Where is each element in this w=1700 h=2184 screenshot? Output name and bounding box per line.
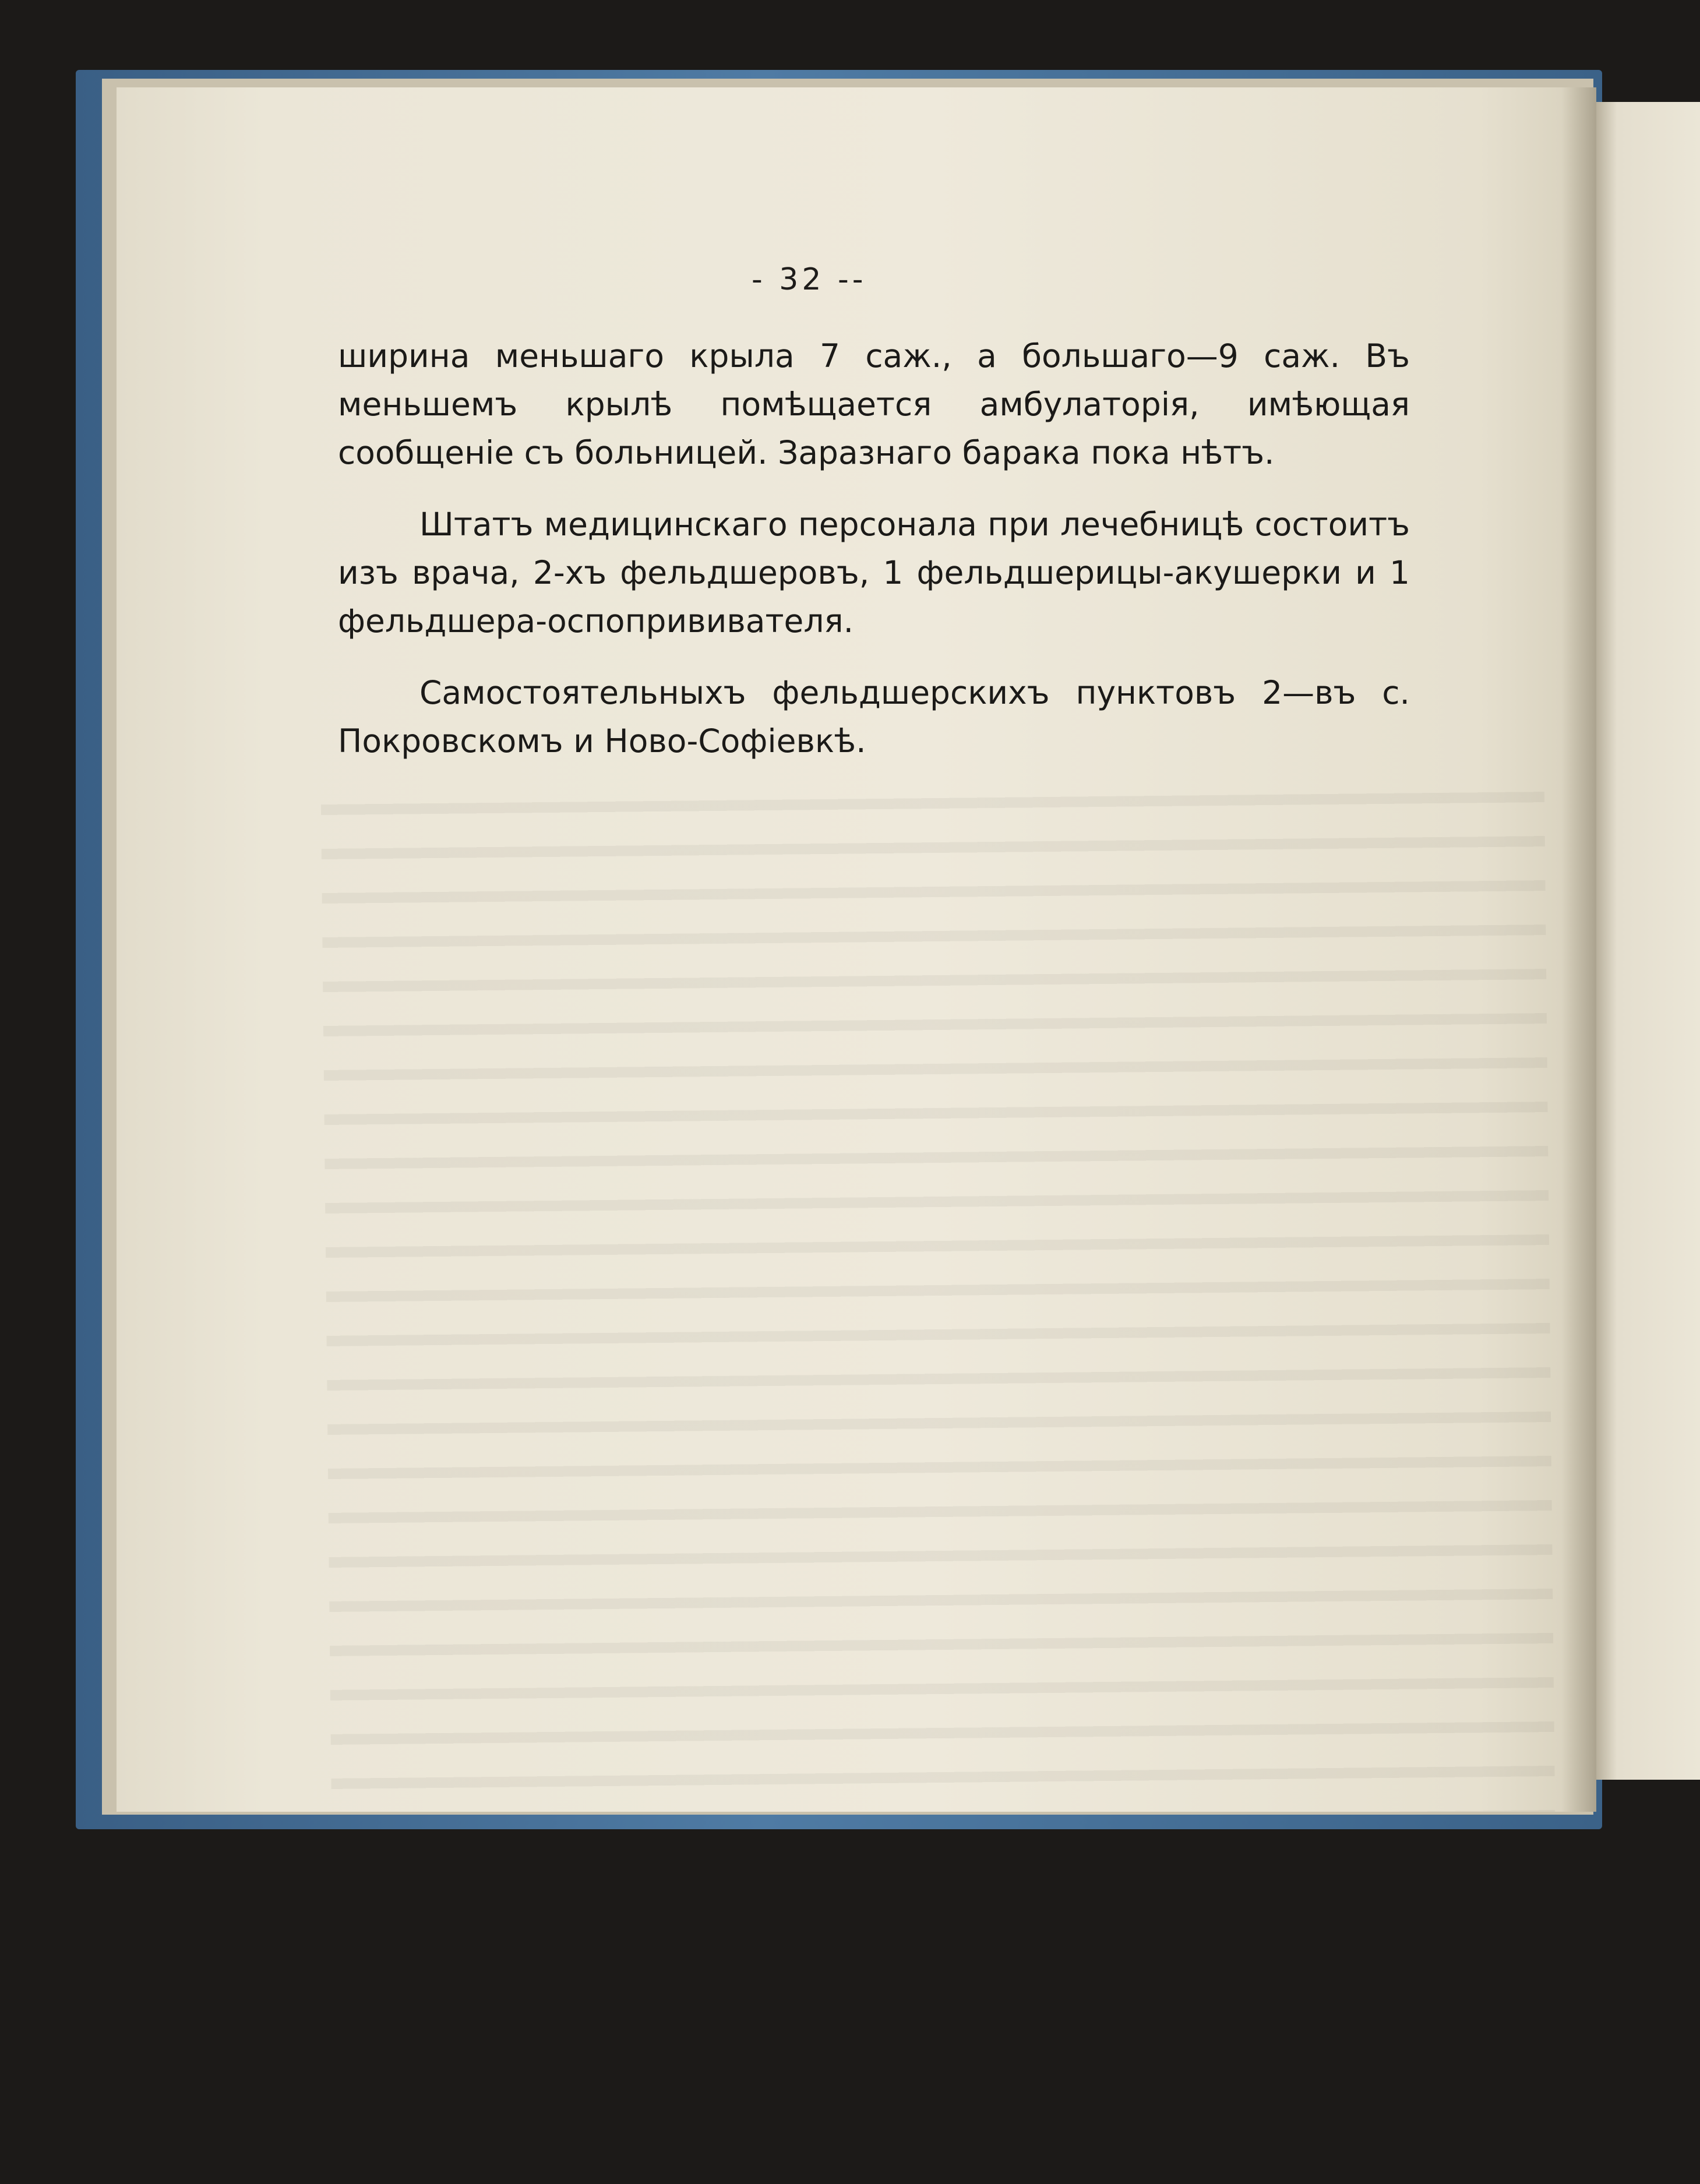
paragraph: Штатъ медицинскаго персонала при лечебницѣ состоитъ изъ врача, 2-хъ фельдшеровъ, 1 фельдшерицы-акушерки и 1 фельдшера-оспопрививателя. bbox=[338, 506, 1410, 640]
gutter-shadow bbox=[1561, 87, 1596, 1812]
paragraph: Самостоятельныхъ фельдшерскихъ пунктовъ 2—въ с. Покровскомъ и Ново-Софіевкѣ. bbox=[338, 674, 1410, 760]
page-body bbox=[338, 332, 1410, 789]
paragraph: ширина меньшаго крыла 7 саж., а большаго—9 саж. Въ меньшемъ крылѣ помѣщается амбулаторія, имѣющая сообщеніе съ больницей. Заразнаго барака пока нѣтъ. bbox=[338, 337, 1410, 471]
facing-page-edge bbox=[1596, 102, 1700, 1780]
page-number: - 32 -- bbox=[752, 262, 867, 297]
show-through-text bbox=[321, 768, 1556, 1812]
